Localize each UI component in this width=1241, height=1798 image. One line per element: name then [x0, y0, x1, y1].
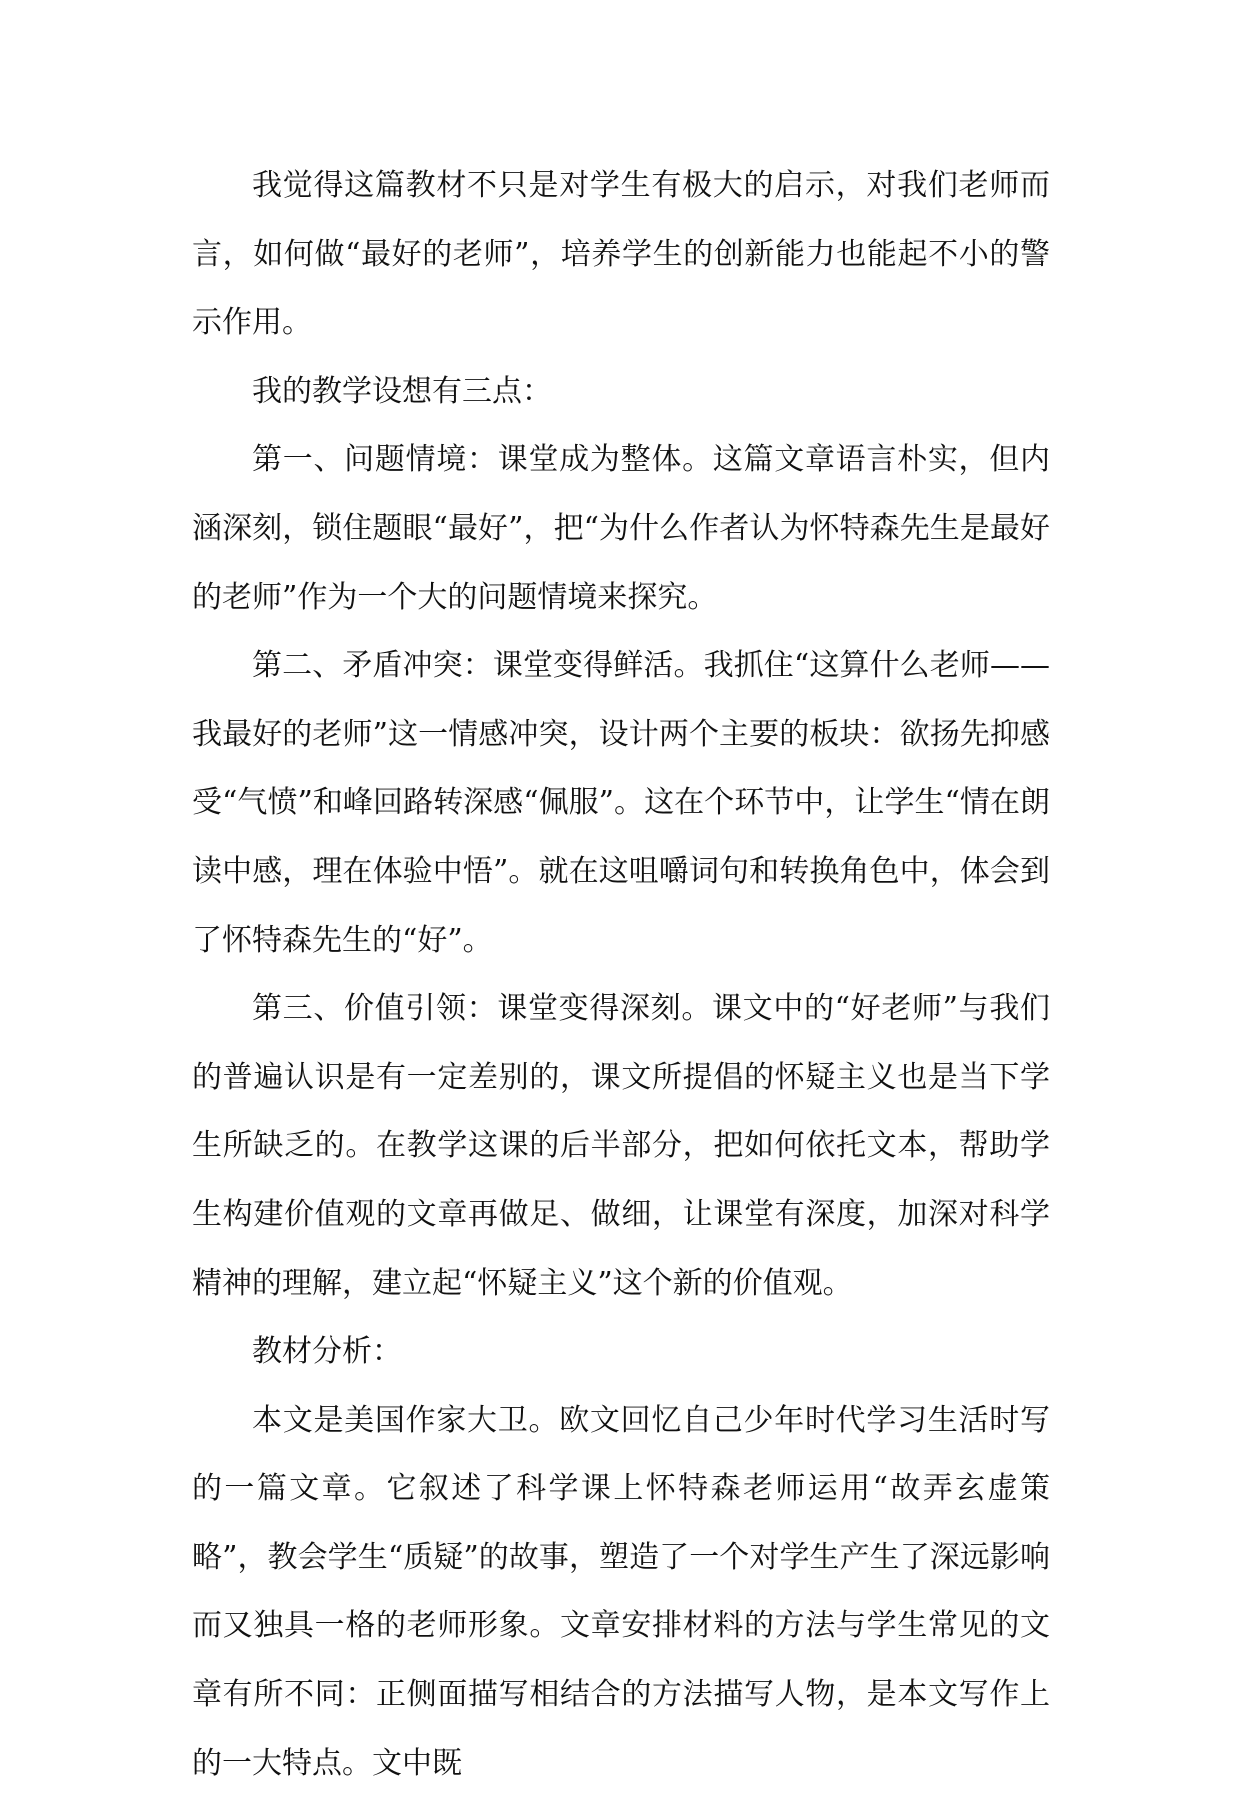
paragraph-point-one: 第一、问题情境：课堂成为整体。这篇文章语言朴实，但内涵深刻，锁住题眼“最好”，把“为什么作者认为怀特森先生是最好的老师”作为一个大的问题情境来探究。 [192, 442, 1050, 615]
paragraph-point-three: 第三、价值引领：课堂变得深刻。课文中的“好老师”与我们的普遍认识是有一定差别的，课文所提倡的怀疑主义也是当下学生所缺乏的。在教学这课的后半部分，把如何依托文本，帮助学生构建价值观的文章再做足、做细，让课堂有深度，加深对科学精神的理解，建立起“怀疑主义”这个新的价值观。 [192, 991, 1050, 1301]
paragraph-textbook-analysis-heading: 教材分析： [252, 1334, 402, 1370]
document-body [192, 152, 1050, 1798]
paragraph-teaching-ideas-heading: 我的教学设想有三点： [252, 373, 552, 409]
paragraph-reflection: 我觉得这篇教材不只是对学生有极大的启示，对我们老师而言，如何做“最好的老师”，培养学生的创新能力也能起不小的警示作用。 [192, 168, 1050, 341]
paragraph-textbook-analysis: 本文是美国作家大卫。欧文回忆自己少年时代学习生活时写的一篇文章。它叙述了科学课上怀特森老师运用“故弄玄虚策略”，教会学生“质疑”的故事，塑造了一个对学生产生了深远影响而又独具一格的老师形象。文章安排材料的方法与学生常见的文章有所不同：正侧面描写相结合的方法描写人物，是本文写作上的一大特点。文中既 [192, 1402, 1050, 1781]
paragraph-point-two: 第二、矛盾冲突：课堂变得鲜活。我抓住“这算什么老师——我最好的老师”这一情感冲突，设计两个主要的板块：欲扬先抑感受“气愤”和峰回路转深感“佩服”。这在个环节中，让学生“情在朗读中感，理在体验中悟”。就在这咀嚼词句和转换角色中，体会到了怀特森先生的“好”。 [192, 648, 1050, 958]
